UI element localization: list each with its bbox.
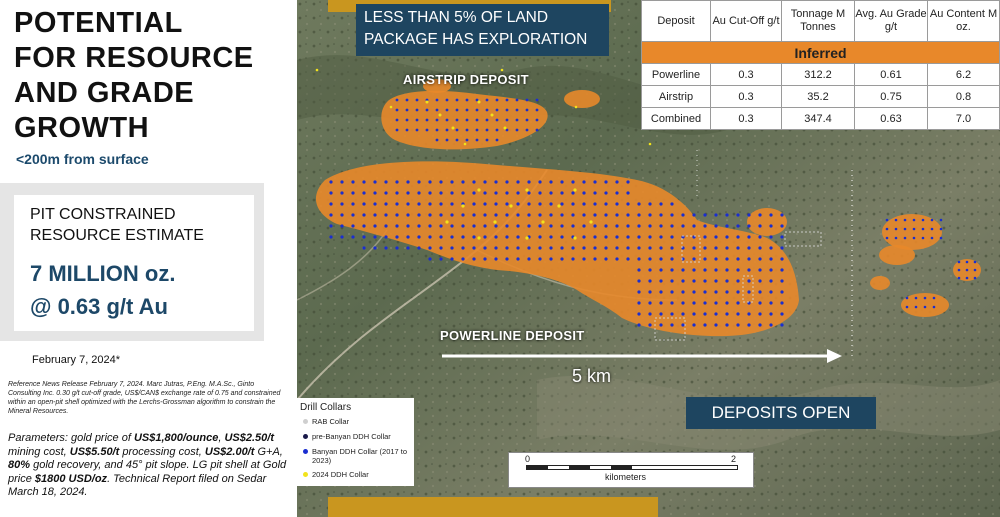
param-value: US$1,800/ounce	[133, 432, 219, 444]
table-header: Deposit	[642, 1, 711, 42]
resource-table	[641, 0, 1000, 130]
legend-label: pre-Banyan DDH Collar	[312, 432, 391, 441]
table-cell: 0.61	[855, 64, 928, 86]
estimate-grade: @ 0.63 g/t Au	[30, 294, 168, 319]
scale-bar-graphic	[526, 465, 738, 470]
legend-item	[303, 417, 413, 426]
gold-accent-bar	[328, 497, 658, 517]
drill-collar-legend	[297, 398, 414, 486]
table-cell: 6.2	[928, 64, 1000, 86]
scale-unit: kilometers	[605, 472, 647, 482]
table-header: Avg. Au Grade g/t	[855, 1, 928, 42]
table-cell: 0.3	[711, 64, 782, 86]
param-text: processing cost,	[119, 445, 205, 458]
param-text: gold recovery, and 45° pit slope. LG pit shell at Gold price	[8, 459, 287, 485]
category-label: Inferred	[642, 42, 1000, 64]
table-cell: 347.4	[782, 108, 855, 130]
category-row	[642, 42, 1000, 64]
estimate-label	[30, 204, 204, 246]
parameters-text	[8, 432, 291, 500]
param-text: Parameters: gold price of	[8, 432, 134, 444]
table-cell: 312.2	[782, 64, 855, 86]
table-cell: Airstrip	[642, 86, 711, 108]
table-cell: 0.3	[711, 108, 782, 130]
subheadline: <200m from surface	[16, 151, 149, 167]
headline	[14, 6, 294, 146]
legend-label: 2024 DDH Collar	[312, 470, 369, 479]
param-value: $1800 USD/oz	[34, 472, 108, 485]
legend-label: RAB Collar	[312, 417, 350, 426]
rab-collar-dot-icon	[303, 419, 308, 424]
param-value: US$2.50/t	[224, 432, 274, 444]
distance-label: 5 km	[572, 366, 612, 386]
pre-banyan-collar-dot-icon	[303, 434, 308, 439]
table-cell: Combined	[642, 108, 711, 130]
param-value: US$5.50/t	[69, 445, 120, 458]
table-cell: 0.8	[928, 86, 1000, 108]
legend-item	[303, 432, 413, 441]
table-cell: Powerline	[642, 64, 711, 86]
banner-line: LESS THAN 5% OF LAND	[364, 9, 549, 26]
legend-item	[303, 470, 413, 479]
estimate-date: February 7, 2024*	[32, 354, 121, 366]
estimate-label-line: PIT CONSTRAINED	[30, 206, 176, 223]
powerline-deposit-label: POWERLINE DEPOSIT	[440, 328, 585, 343]
param-text: ,	[218, 432, 225, 444]
legend-item	[303, 447, 413, 465]
table-cell: 0.3	[711, 86, 782, 108]
table-row	[642, 108, 1000, 130]
table-cell: 7.0	[928, 108, 1000, 130]
headline-line: FOR RESOURCE	[14, 42, 254, 74]
param-text: G+A,	[254, 445, 283, 458]
table-cell: 0.63	[855, 108, 928, 130]
table-cell: 0.75	[855, 86, 928, 108]
table-row	[642, 86, 1000, 108]
ddh-2024-collar-dot-icon	[303, 472, 308, 477]
headline-line: POTENTIAL	[14, 7, 183, 39]
airstrip-deposit-label: AIRSTRIP DEPOSIT	[403, 72, 529, 87]
estimate-values	[30, 257, 175, 323]
legend-label: Banyan DDH Collar (2017 to 2023)	[312, 447, 408, 465]
reference-note: Reference News Release February 7, 2024. Marc Jutras, P.Eng. M.A.Sc., Ginto Consulting Inc. 0.30 g/t cut-off grade, US$/CAN$ exchange rate of 0.75 and constrained within an open-pit shell optimized with the Lerchs-Grossman algorithm to constrain the Mineral Resources.	[8, 381, 281, 415]
table-header: Au Cut-Off g/t	[711, 1, 782, 42]
estimate-ounces: 7 MILLION oz.	[30, 261, 176, 286]
table-header-row	[642, 1, 1000, 42]
estimate-label-line: RESOURCE ESTIMATE	[30, 227, 204, 244]
exploration-banner	[356, 4, 609, 56]
map-scale-bar	[508, 452, 754, 488]
param-text: mining cost,	[8, 445, 70, 458]
headline-line: GROWTH	[14, 112, 150, 144]
table-header: Tonnage M Tonnes	[782, 1, 855, 42]
banyan-collar-dot-icon	[303, 449, 308, 454]
deposits-open-banner: DEPOSITS OPEN	[686, 397, 876, 429]
table-cell: 35.2	[782, 86, 855, 108]
headline-line: AND GRADE	[14, 77, 195, 109]
scale-end: 2	[731, 454, 737, 464]
scale-start: 0	[525, 454, 531, 464]
banner-line: PACKAGE HAS EXPLORATION	[364, 31, 588, 48]
param-text: . Technical Report filed on Sedar March 18, 2024.	[8, 472, 267, 498]
table-header: Au Content M oz.	[928, 1, 1000, 42]
table-row	[642, 64, 1000, 86]
param-value: US$2.00/t	[204, 445, 255, 458]
param-value: 80%	[8, 459, 31, 471]
legend-title: Drill Collars	[300, 402, 352, 413]
